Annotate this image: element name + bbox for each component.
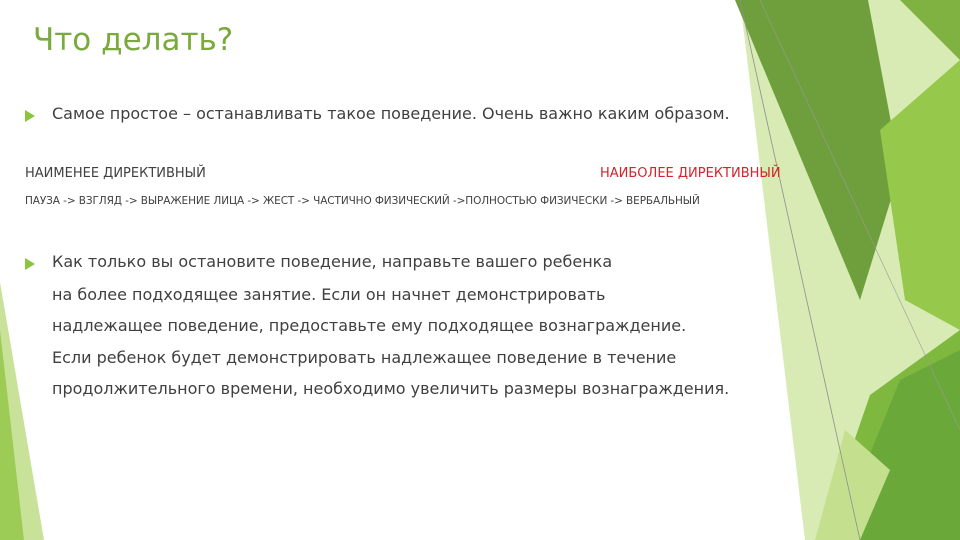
bullet-2-line: Как только вы остановите поведение, направьте вашего ребенка — [52, 252, 613, 271]
most-directive-label: НАИБОЛЕЕ ДИРЕКТИВНЫЙ — [600, 166, 781, 181]
bullet-2-line: Если ребенок будет демонстрировать надлежащее поведение в течение — [52, 348, 677, 367]
slide-title: Что делать? — [33, 22, 234, 58]
right-triangle-bullet-icon — [25, 110, 35, 122]
bullet-2-line: продолжительного времени, необходимо увеличить размеры вознаграждения. — [52, 379, 730, 398]
right-triangle-bullet-icon — [25, 258, 35, 270]
bullet-2-line: на более подходящее занятие. Если он начнет демонстрировать — [52, 285, 606, 304]
least-directive-label: НАИМЕНЕЕ ДИРЕКТИВНЫЙ — [25, 166, 206, 181]
bullet-2-line: надлежащее поведение, предоставьте ему подходящее вознаграждение. — [52, 316, 687, 335]
directive-sequence: ПАУЗА -> ВЗГЛЯД -> ВЫРАЖЕНИЕ ЛИЦА -> ЖЕСТ -> ЧАСТИЧНО ФИЗИЧЕСКИЙ ->ПОЛНОСТЬЮ ФИЗИЧЕСКИ -> ВЕРБАЛЬНЫЙ — [25, 195, 700, 207]
bullet-1-text: Самое простое – останавливать такое поведение. Очень важно каким образом. — [52, 104, 730, 123]
